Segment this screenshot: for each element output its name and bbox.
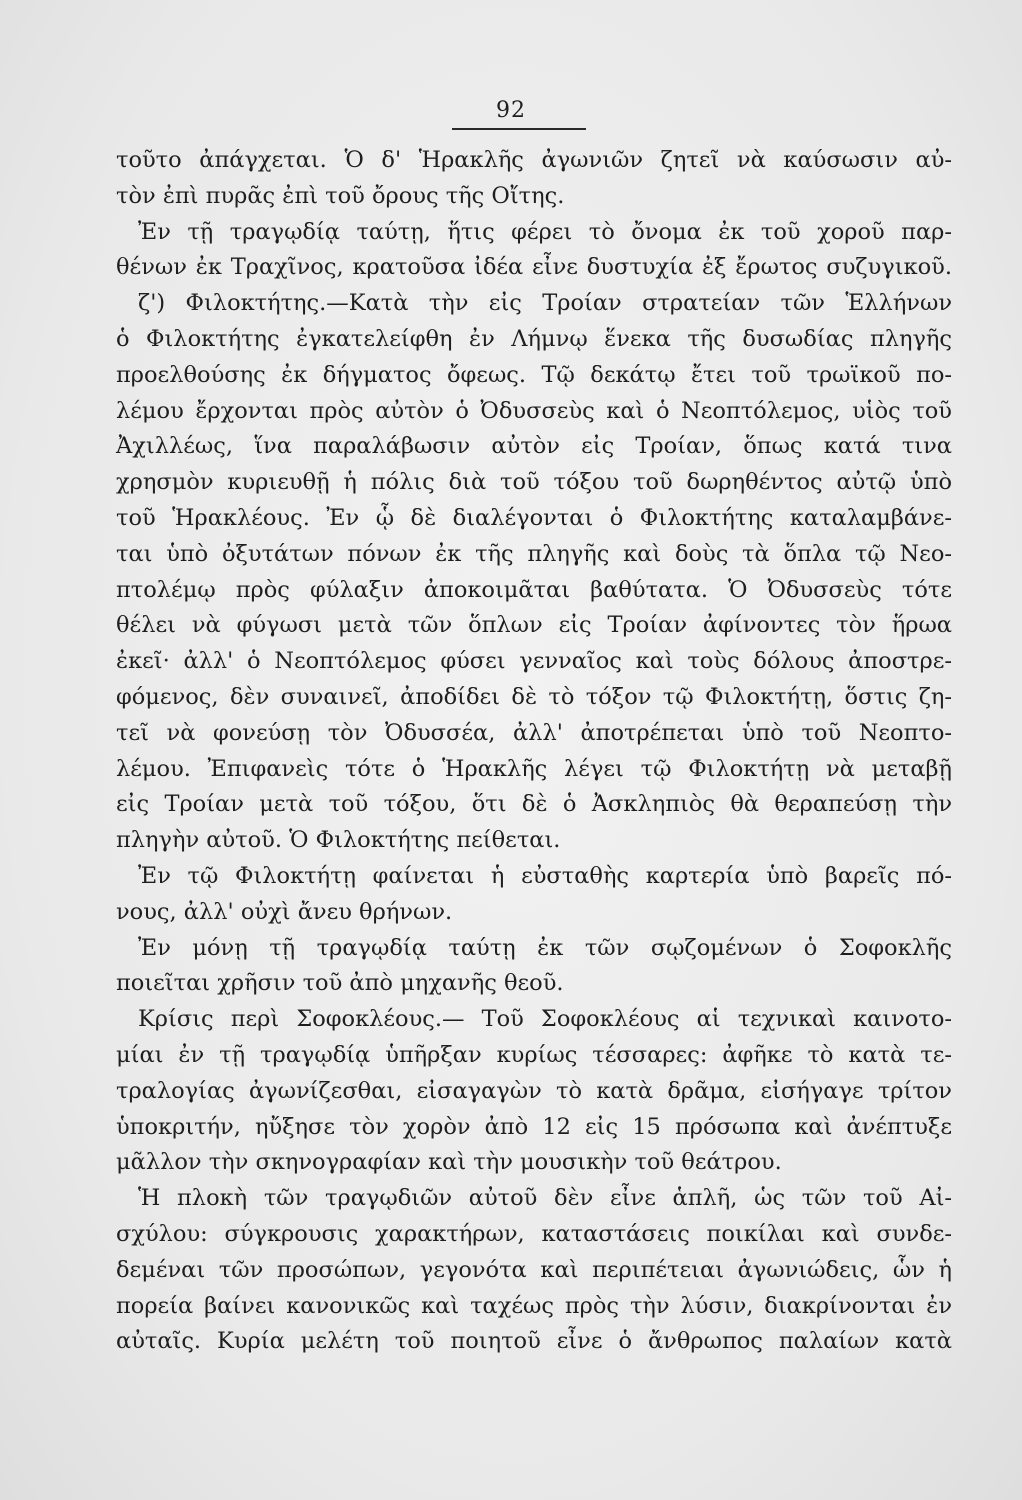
text-line: προελθούσης ἐκ δήγματος ὄφεως. Τῷ δεκάτῳ ἔτει τοῦ τρωϊκοῦ πο- [116, 361, 952, 388]
text-line: τὸν ἐπὶ πυρᾶς ἐπὶ τοῦ ὄρους τῆς Οἴτης. [116, 182, 565, 209]
text-line: φόμενος, δὲν συναινεῖ, ἀποδίδει δὲ τὸ τόξον τῷ Φιλοκτήτῃ, ὅστις ζη- [116, 683, 952, 710]
text-line: ποιεῖται χρῆσιν τοῦ ἀπὸ μηχανῆς θεοῦ. [116, 970, 564, 997]
text-line: πληγὴν αὐτοῦ. Ὁ Φιλοκτήτης πείθεται. [116, 827, 561, 854]
text-line: τραλογίας ἀγωνίζεσθαι, εἰσαγαγὼν τὸ κατὰ δρᾶμα, εἰσήγαγε τρίτον [116, 1077, 952, 1104]
text-line: δεμέναι τῶν προσώπων, γεγονότα καὶ περιπέτειαι ἀγωνιώδεις, ὧν ἡ [116, 1256, 952, 1283]
text-line: Κρίσις περὶ Σοφοκλέους.— Τοῦ Σοφοκλέους αἱ τεχνικαὶ καινοτο- [138, 1006, 952, 1033]
text-line: λέμου ἔρχονται πρὸς αὐτὸν ὁ Ὀδυσσεὺς καὶ ὁ Νεοπτόλεμος, υἱὸς τοῦ [116, 397, 952, 424]
text-line: Ἀχιλλέως, ἵνα παραλάβωσιν αὐτὸν εἰς Τροίαν, ὅπως κατά τινα [116, 433, 952, 460]
text-line: ἐκεῖ· ἀλλ' ὁ Νεοπτόλεμος φύσει γενναῖος καὶ τοὺς δόλους ἀποστρε- [116, 648, 952, 675]
text-line: πορεία βαίνει κανονικῶς καὶ ταχέως πρὸς τὴν λύσιν, διακρίνονται ἐν [116, 1292, 952, 1319]
text-line: θέλει νὰ φύγωσι μετὰ τῶν ὅπλων εἰς Τροίαν ἀφίνοντες τὸν ἥρωα [116, 612, 952, 639]
text-line: χρησμὸν κυριευθῇ ἡ πόλις διὰ τοῦ τόξου τοῦ δωρηθέντος αὐτῷ ὑπὸ [116, 469, 952, 496]
text-line: πτολέμῳ πρὸς φύλαξιν ἀποκοιμᾶται βαθύτατα. Ὁ Ὀδυσσεὺς τότε [116, 576, 952, 603]
text-line: τοῦτο ἀπάγχεται. Ὁ δ' Ἡρακλῆς ἀγωνιῶν ζητεῖ νὰ καύσωσιν αὐ- [116, 147, 952, 173]
text-line: θένων ἐκ Τραχῖνος, κρατοῦσα ἰδέα εἶνε δυστυχία ἐξ ἔρωτος συζυγικοῦ. [116, 254, 952, 281]
text-line: τοῦ Ἡρακλέους. Ἐν ᾧ δὲ διαλέγονται ὁ Φιλοκτήτης καταλαμβάνε- [116, 504, 952, 531]
text-line: σχύλου: σύγκρουσις χαρακτήρων, καταστάσεις ποικίλαι καὶ συνδε- [116, 1220, 952, 1247]
text-line: μίαι ἐν τῇ τραγῳδίᾳ ὑπῆρξαν κυρίως τέσσαρες: ἀφῆκε τὸ κατὰ τε- [116, 1041, 952, 1068]
text-line: τεῖ νὰ φονεύσῃ τὸν Ὀδυσσέα, ἀλλ' ἀποτρέπεται ὑπὸ τοῦ Νεοπτο- [116, 719, 952, 746]
text-line: αὐταῖς. Κυρία μελέτη τοῦ ποιητοῦ εἶνε ὁ ἄνθρωπος παλαίων κατὰ [116, 1328, 952, 1355]
text-line: ται ὑπὸ ὀξυτάτων πόνων ἐκ τῆς πληγῆς καὶ δοὺς τὰ ὅπλα τῷ Νεο- [116, 540, 952, 567]
text-line: Ἐν μόνῃ τῇ τραγῳδίᾳ ταύτῃ ἐκ τῶν σῳζομένων ὁ Σοφοκλῆς [138, 934, 952, 961]
text-line: εἰς Τροίαν μετὰ τοῦ τόξου, ὅτι δὲ ὁ Ἀσκληπιὸς θὰ θεραπεύσῃ τὴν [116, 791, 952, 818]
page-number-rule [452, 128, 586, 130]
text-line: Ἐν τῇ τραγῳδίᾳ ταύτῃ, ἥτις φέρει τὸ ὄνομα ἐκ τοῦ χοροῦ παρ- [138, 218, 952, 245]
text-line: μᾶλλον τὴν σκηνογραφίαν καὶ τὴν μουσικὴν τοῦ θεάτρου. [116, 1149, 782, 1176]
page-number: 92 [496, 98, 526, 123]
text-line: νους, ἀλλ' οὐχὶ ἄνευ θρήνων. [116, 898, 453, 925]
text-line: ζ') Φιλοκτήτης.—Κατὰ τὴν εἰς Τροίαν στρατείαν τῶν Ἑλλήνων [138, 290, 952, 317]
text-line: Ἐν τῷ Φιλοκτήτῃ φαίνεται ἡ εὐσταθὴς καρτερία ὑπὸ βαρεῖς πό- [138, 862, 952, 889]
text-line: λέμου. Ἐπιφανεὶς τότε ὁ Ἡρακλῆς λέγει τῷ Φιλοκτήτῃ νὰ μεταβῇ [116, 755, 952, 782]
text-line: ὁ Φιλοκτήτης ἐγκατελείφθη ἐν Λήμνῳ ἕνεκα τῆς δυσωδίας πληγῆς [116, 325, 952, 352]
body-text [116, 143, 952, 1360]
text-line: ὑποκριτήν, ηὔξησε τὸν χορὸν ἀπὸ 12 εἰς 15 πρόσωπα καὶ ἀνέπτυξε [116, 1113, 952, 1140]
text-line: Ἡ πλοκὴ τῶν τραγῳδιῶν αὐτοῦ δὲν εἶνε ἁπλῆ, ὡς τῶν τοῦ Αἰ- [138, 1185, 952, 1212]
